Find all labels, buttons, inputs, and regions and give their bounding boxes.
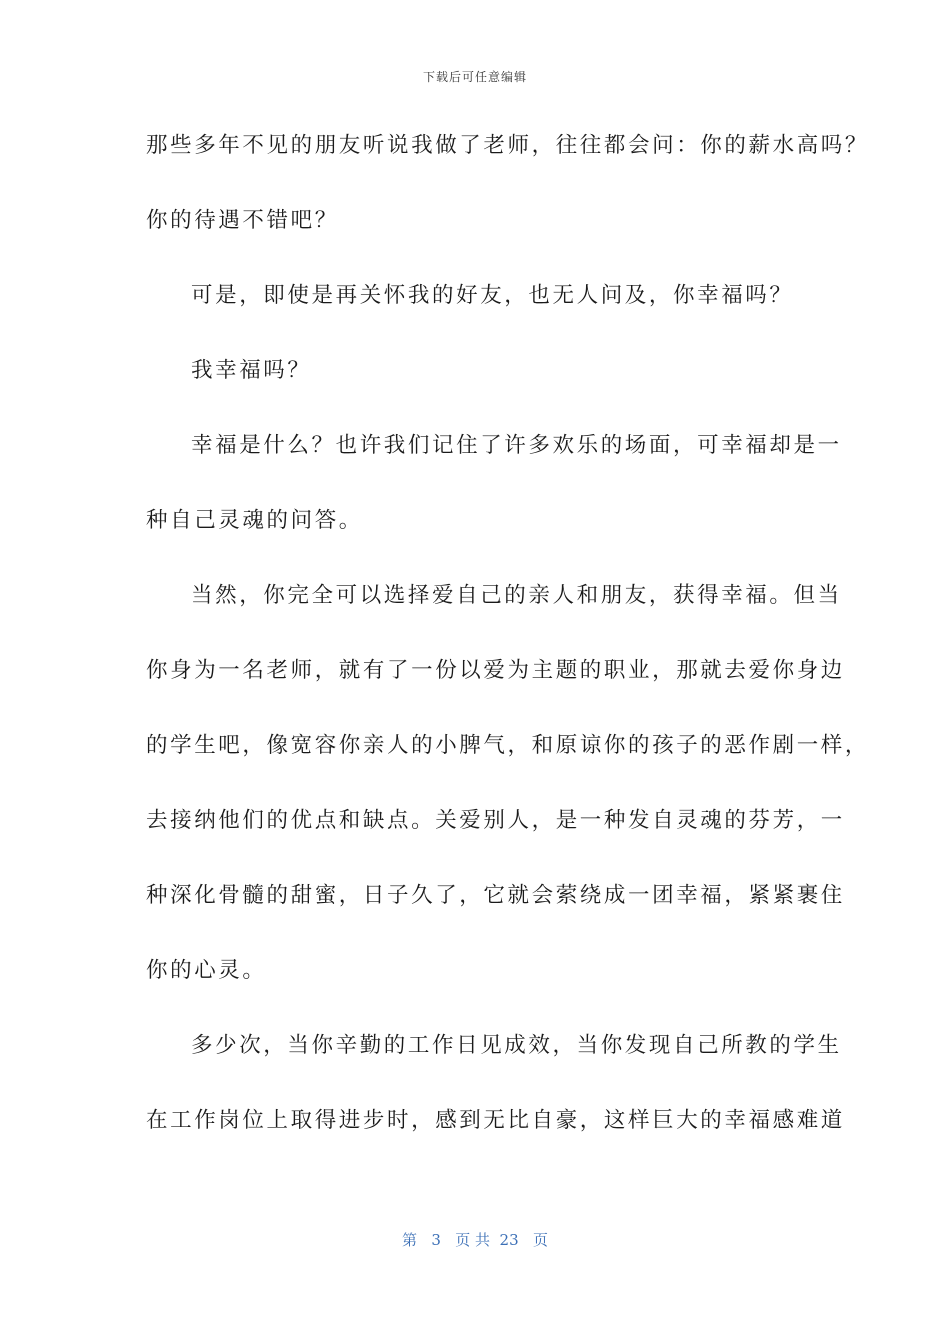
text-line: 你身为一名老师，就有了一份以爱为主题的职业，那就去爱你身边 bbox=[146, 658, 845, 683]
body-text bbox=[146, 122, 870, 1172]
text-line: 当然，你完全可以选择爱自己的亲人和朋友，获得幸福。但当 bbox=[191, 583, 842, 608]
text-line: 种自己灵魂的问答。 bbox=[146, 508, 363, 533]
text-line: 种深化骨髓的甜蜜，日子久了，它就会萦绕成一团幸福，紧紧裹住 bbox=[146, 883, 845, 908]
text-line: 可是，即使是再关怀我的好友，也无人问及，你幸福吗？ bbox=[191, 283, 794, 308]
text-line: 我幸福吗？ bbox=[191, 358, 312, 383]
footer-suffix: 页 bbox=[532, 1231, 548, 1249]
text-line: 幸福是什么？也许我们记住了许多欢乐的场面，可幸福却是一 bbox=[191, 433, 842, 458]
page-header: 下载后可任意编辑 bbox=[422, 70, 527, 84]
text-line: 多少次，当你辛勤的工作日见成效，当你发现自己所教的学生 bbox=[191, 1033, 842, 1058]
text-line: 你的心灵。 bbox=[146, 958, 267, 983]
footer-middle: 页 共 bbox=[455, 1231, 490, 1249]
text-line: 去接纳他们的优点和缺点。关爱别人，是一种发自灵魂的芬芳，一 bbox=[146, 808, 845, 833]
footer-total-pages: 23 bbox=[499, 1231, 519, 1249]
text-line: 你的待遇不错吧？ bbox=[146, 208, 339, 233]
footer-prefix: 第 bbox=[402, 1231, 418, 1249]
footer-page-number: 3 bbox=[431, 1231, 441, 1249]
text-line: 的学生吧，像宽容你亲人的小脾气，和原谅你的孩子的恶作剧一样， bbox=[146, 733, 870, 758]
page-footer bbox=[0, 1229, 950, 1250]
text-line: 那些多年不见的朋友听说我做了老师，往往都会问：你的薪水高吗？ bbox=[146, 133, 870, 158]
text-line: 在工作岗位上取得进步时，感到无比自豪，这样巨大的幸福感难道 bbox=[146, 1108, 845, 1133]
